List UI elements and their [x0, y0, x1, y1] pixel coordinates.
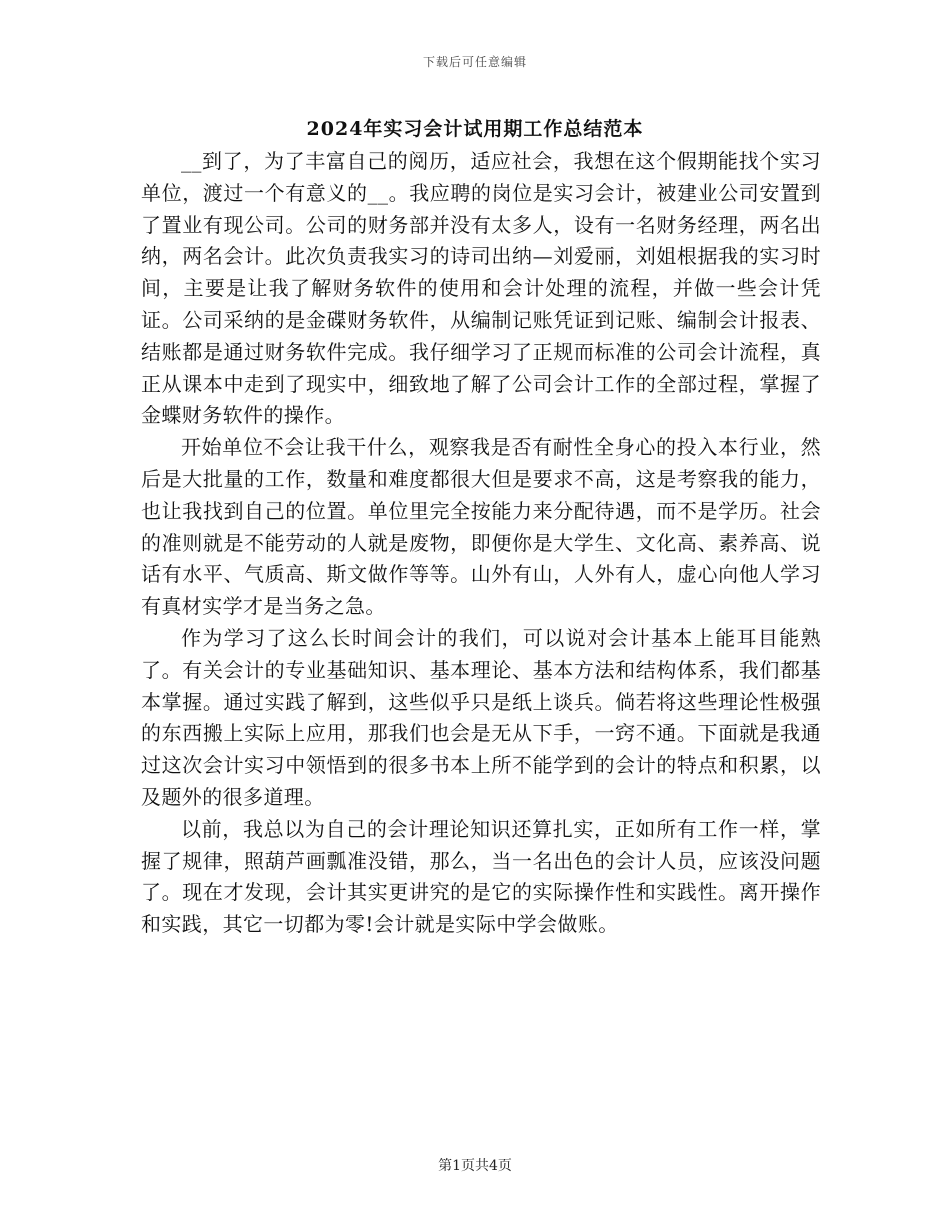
paragraph-1: __到了，为了丰富自己的阅历，适应社会，我想在这个假期能找个实习单位，渡过一个有意义的__。我应聘的岗位是实习会计，被建业公司安置到了置业有现公司。公司的财务部并没有太多人，设有一名财务经理，两名出纳，两名会计。此次负责我实习的诗司出纳—刘爱丽，刘姐根据我的实习时间，主要是让我了解财务软件的使用和会计处理的流程，并做一些会计凭证。公司采纳的是金碟财务软件，从编制记账凭证到记账、编制会计报表、结账都是通过财务软件完成。我仔细学习了正规而标准的公司会计流程，真正从课本中走到了现实中，细致地了解了公司会计工作的全部过程，掌握了金蝶财务软件的操作。: [141, 149, 821, 428]
page-number: 第1页共4页: [438, 1158, 512, 1174]
document-title: 2024年实习会计试用期工作总结范本: [306, 118, 644, 140]
document-body: [141, 146, 821, 941]
paragraph-4: 以前，我总以为自己的会计理论知识还算扎实，正如所有工作一样，掌握了规律，照葫芦画瓢准没错，那么，当一名出色的会计人员，应该没问题了。现在才发现，会计其实更讲究的是它的实际操作性和实践性。离开操作和实践，其它一切都为零!会计就是实际中学会做账。: [141, 816, 821, 937]
page-header-note: 下载后可任意编辑: [422, 55, 527, 69]
paragraph-3: 作为学习了这么长时间会计的我们，可以说对会计基本上能耳目能熟了。有关会计的专业基础知识、基本理论、基本方法和结构体系，我们都基本掌握。通过实践了解到，这些似乎只是纸上谈兵。倘若将这些理论性极强的东西搬上实际上应用，那我们也会是无从下手，一窍不通。下面就是我通过这次会计实习中领悟到的很多书本上所不能学到的会计的特点和积累，以及题外的很多道理。: [141, 625, 821, 809]
paragraph-2: 开始单位不会让我干什么，观察我是否有耐性全身心的投入本行业，然后是大批量的工作，数量和难度都很大但是要求不高，这是考察我的能力，也让我找到自己的位置。单位里完全按能力来分配待遇，而不是学历。社会的准则就是不能劳动的人就是废物，即便你是大学生、文化高、素养高、说话有水平、气质高、斯文做作等等。山外有山，人外有人，虚心向他人学习有真材实学才是当务之急。: [141, 435, 821, 619]
